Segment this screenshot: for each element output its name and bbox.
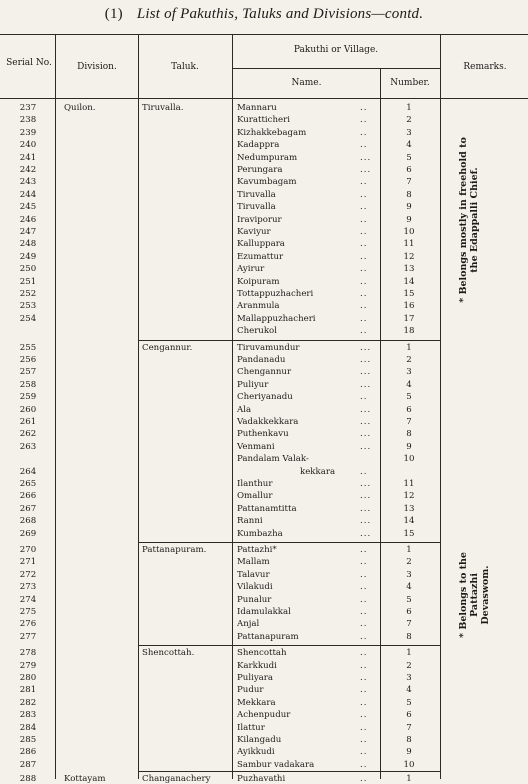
pakuthi-number: 6: [406, 710, 412, 721]
pakuthi-name: Vilakudi: [237, 582, 273, 593]
serial-number: 281: [19, 685, 37, 696]
header-bottom-rule: [0, 98, 528, 99]
pakuthi-name: Idamulakkal: [237, 607, 291, 617]
pakuthi-number: 5: [406, 594, 412, 605]
pakuthi-number: 8: [406, 429, 412, 440]
pakuthi-number: 9: [406, 202, 412, 213]
divider-name-number: [380, 68, 381, 779]
taluk-group-rule: [138, 771, 440, 772]
serial-number: 258: [19, 379, 37, 390]
leader-dots: ..: [360, 140, 368, 151]
leader-dots: ...: [360, 441, 372, 452]
leader-dots: ..: [360, 276, 368, 287]
leader-dots: ..: [360, 747, 368, 758]
serial-number: 267: [19, 503, 37, 514]
pakuthi-number: 7: [406, 619, 412, 630]
serial-number: 252: [19, 289, 37, 299]
serial-number: 285: [19, 735, 37, 745]
divider-serial-division: [55, 34, 56, 779]
pakuthi-name: Tiruvalla: [237, 189, 276, 200]
serial-number: 270: [19, 545, 37, 555]
pakuthi-name: Omallur: [237, 491, 273, 502]
serial-number: 272: [19, 569, 37, 580]
pakuthi-name: Kuratticheri: [237, 115, 290, 126]
serial-number: 273: [19, 582, 37, 593]
pakuthi-number: 3: [406, 367, 412, 378]
title-text: List of Pakuthis, Taluks and Divisions—contd.: [136, 6, 424, 22]
pakuthi-name: Tiruvamundur: [237, 342, 300, 353]
header-number: Number.: [390, 78, 430, 88]
serial-number: 269: [19, 528, 37, 539]
pakuthi-number: 5: [406, 392, 412, 403]
pakuthi-name: Kizhakkebagam: [237, 127, 307, 138]
serial-number: 255: [19, 342, 37, 353]
serial-number: 242: [19, 165, 37, 175]
header-division: Division.: [77, 62, 117, 72]
leader-dots: ...: [360, 479, 372, 489]
serial-number: 259: [19, 392, 37, 403]
leader-dots: ...: [360, 417, 372, 427]
leader-dots: ..: [360, 557, 368, 568]
serial-number: 268: [19, 516, 37, 527]
serial-number: 249: [19, 251, 37, 262]
leader-dots: ..: [360, 313, 368, 324]
leader-dots: ..: [360, 392, 368, 403]
pakuthi-name: Tottappuzhacheri: [237, 289, 314, 299]
leader-dots: ..: [360, 619, 368, 630]
serial-number: 287: [19, 759, 37, 770]
pakuthi-name: Puliyara: [237, 673, 274, 683]
serial-number: 250: [19, 264, 37, 275]
pakuthi-number: 4: [406, 685, 412, 696]
serial-number: 248: [19, 239, 37, 250]
leader-dots: ..: [360, 594, 368, 605]
pakuthi-name: Cheriyanadu: [237, 392, 293, 403]
pakuthi-number: 14: [403, 276, 415, 287]
serial-number: 263: [19, 441, 37, 452]
serial-number: 237: [19, 103, 37, 113]
pakuthi-number: 1: [406, 342, 412, 353]
pakuthi-number: 2: [406, 557, 412, 568]
serial-number: 246: [19, 214, 37, 225]
serial-number: 243: [19, 177, 37, 188]
serial-number: 247: [19, 227, 37, 237]
header-name: Name.: [291, 78, 322, 88]
leader-dots: ..: [360, 239, 368, 250]
leader-dots: ..: [360, 660, 368, 671]
leader-dots: ..: [360, 115, 368, 126]
taluk-group-rule: [138, 340, 440, 341]
divider-number-remarks: [440, 34, 441, 779]
pakuthi-name: Iraviporur: [237, 214, 282, 225]
leader-dots: ..: [360, 631, 368, 642]
divider-division-taluk: [138, 34, 139, 779]
serial-number: 280: [19, 673, 37, 683]
serial-number: 253: [19, 301, 37, 312]
pakuthi-number: 13: [403, 503, 415, 514]
pakuthi-name: Sambur vadakara: [237, 759, 315, 770]
pakuthi-number: 1: [406, 648, 412, 659]
pakuthi-name: Vadakkekkara: [237, 417, 299, 427]
leader-dots: ..: [360, 569, 368, 580]
pakuthi-number: 10: [403, 227, 415, 237]
serial-number: 245: [19, 202, 37, 213]
pakuthi-name: Kumbazha: [237, 528, 283, 539]
taluk-label: Pattanapuram.: [142, 545, 207, 555]
pakuthi-number: 12: [403, 491, 415, 502]
serial-number: 240: [19, 140, 37, 151]
taluk-group-rule: [138, 542, 440, 543]
pakuthi-name: Mannaru: [237, 103, 277, 113]
pakuthi-number: 11: [403, 479, 415, 489]
leader-dots: ..: [360, 202, 368, 213]
pakuthi-number: 6: [406, 607, 412, 617]
leader-dots: ..: [360, 648, 368, 659]
pakuthi-name: Mallam: [237, 557, 270, 568]
pakuthi-name: Pattanapuram: [237, 631, 299, 642]
remark-note: * Belongs to the Pattazhi Devaswom.: [458, 552, 491, 638]
pakuthi-number: 16: [403, 301, 415, 312]
serial-number: 271: [19, 557, 37, 568]
pakuthi-number: 7: [406, 177, 412, 188]
pakuthi-name: Pattazhi*: [237, 545, 277, 555]
pakuthi-number: 4: [406, 140, 412, 151]
serial-number: 265: [19, 479, 37, 489]
serial-number: 275: [19, 607, 37, 617]
leader-dots: ...: [360, 367, 372, 378]
leader-dots: ...: [360, 404, 372, 415]
pakuthi-number: 9: [406, 214, 412, 225]
pakuthi-number: 8: [406, 631, 412, 642]
pakuthi-number: 1: [406, 545, 412, 555]
pakuthi-number: 10: [403, 759, 415, 770]
pakuthi-name: Ayirur: [237, 264, 265, 275]
leader-dots: ..: [360, 264, 368, 275]
pakuthi-number: 3: [406, 673, 412, 683]
pakuthi-number: 6: [406, 165, 412, 175]
pakuthi-number: 1: [406, 103, 412, 113]
pakuthi-number: 7: [406, 417, 412, 427]
leader-dots: ..: [360, 127, 368, 138]
serial-number: 251: [19, 276, 37, 287]
pakuthi-number: 1: [406, 774, 412, 784]
pakuthi-name: Puzhavathi: [237, 774, 286, 784]
leader-dots: ...: [360, 503, 372, 514]
pakuthi-name: Kalluppara: [237, 239, 285, 250]
pakuthi-number: 6: [406, 404, 412, 415]
pakuthi-name: Pudur: [237, 685, 264, 696]
leader-dots: ...: [360, 528, 372, 539]
pakuthi-name: Tiruvalla: [237, 202, 276, 213]
pakuthi-name: kekkara: [300, 466, 336, 477]
serial-number: 244: [19, 189, 37, 200]
leader-dots: ..: [360, 326, 368, 337]
pakuthi-number: 3: [406, 569, 412, 580]
serial-number: 278: [19, 648, 37, 659]
header-taluk: Taluk.: [171, 62, 199, 72]
pakuthi-number: 5: [406, 152, 412, 163]
pakuthi-name: Pandalam Valak-: [237, 454, 309, 465]
pakuthi-number: 8: [406, 735, 412, 745]
pakuthi-number: 11: [403, 239, 415, 250]
pakuthi-name: Ranni: [237, 516, 263, 527]
leader-dots: ..: [360, 301, 368, 312]
header-serial: Serial No.: [6, 58, 52, 68]
leader-dots: ..: [360, 774, 368, 784]
pakuthi-number: 4: [406, 379, 412, 390]
serial-number: 257: [19, 367, 37, 378]
leader-dots: ..: [360, 582, 368, 593]
pakuthi-name: Chengannur: [237, 367, 292, 378]
division-label: Kottayam: [64, 774, 106, 784]
serial-number: 241: [19, 152, 37, 163]
pakuthi-name: Pattanamtitta: [237, 503, 297, 514]
pakuthi-name: Ilattur: [237, 722, 265, 733]
pakuthi-name: Ezumattur: [237, 251, 284, 262]
serial-number: 279: [19, 660, 37, 671]
taluk-label: Tiruvalla.: [142, 103, 184, 113]
leader-dots: ..: [360, 289, 368, 299]
serial-number: 282: [19, 697, 37, 708]
pakuthi-name: Kavumbagam: [237, 177, 297, 188]
serial-number: 286: [19, 747, 37, 758]
leader-dots: ...: [360, 355, 372, 365]
serial-number: 260: [19, 404, 37, 415]
leader-dots: ...: [360, 165, 372, 175]
pakuthi-name: Kadappra: [237, 140, 280, 151]
pakuthi-name: Venmani: [237, 441, 275, 452]
pakuthi-name: Aranmula: [237, 301, 280, 312]
pakuthi-number: 14: [403, 516, 415, 527]
page-title: [0, 6, 528, 23]
pakuthi-number: 2: [406, 660, 412, 671]
header-pakuthi: Pakuthi or Village.: [293, 45, 379, 55]
serial-number: 284: [19, 722, 37, 733]
pakuthi-name: Ayikkudi: [237, 747, 275, 758]
pakuthi-number: 10: [403, 454, 415, 465]
title-number: (1): [104, 6, 123, 22]
serial-number: 266: [19, 491, 37, 502]
leader-dots: ..: [360, 214, 368, 225]
serial-number: 264: [19, 466, 37, 477]
taluk-label: Changanachery: [142, 774, 211, 784]
pakuthi-number: 3: [406, 127, 412, 138]
pakuthi-name: Puthenkavu: [237, 429, 289, 440]
pakuthi-number: 4: [406, 582, 412, 593]
serial-number: 239: [19, 127, 37, 138]
pakuthi-number: 8: [406, 189, 412, 200]
pakuthi-name: Ala: [237, 404, 252, 415]
pakuthi-number: 9: [406, 747, 412, 758]
division-label: Quilon.: [64, 103, 96, 113]
leader-dots: ..: [360, 735, 368, 745]
leader-dots: ..: [360, 710, 368, 721]
divider-taluk-pakuthi: [232, 34, 233, 779]
leader-dots: ...: [360, 429, 372, 440]
pakuthi-number: 5: [406, 697, 412, 708]
serial-number: 261: [19, 417, 37, 427]
pakuthi-number: 2: [406, 355, 412, 365]
pakuthi-name: Kilangadu: [237, 735, 282, 745]
taluk-group-rule: [138, 645, 440, 646]
leader-dots: ...: [360, 342, 372, 353]
pakuthi-name: Koipuram: [237, 276, 280, 287]
leader-dots: ..: [360, 759, 368, 770]
pakuthi-number: 2: [406, 115, 412, 126]
pakuthi-name: Nedumpuram: [237, 152, 298, 163]
leader-dots: ...: [360, 516, 372, 527]
leader-dots: ...: [360, 152, 372, 163]
pakuthi-number: 9: [406, 441, 412, 452]
pakuthi-name: Anjal: [237, 619, 260, 630]
leader-dots: ..: [360, 685, 368, 696]
pakuthi-name: Mekkara: [237, 697, 276, 708]
pakuthi-name: Kaviyur: [237, 227, 271, 237]
serial-number: 276: [19, 619, 37, 630]
remark-note: * Belongs mostly in freehold to the Edappalli Chief.: [458, 137, 480, 303]
taluk-label: Cengannur.: [142, 342, 193, 353]
table-top-rule: [0, 34, 528, 35]
taluk-label: Shencottah.: [142, 648, 195, 659]
header-remarks: Remarks.: [463, 62, 507, 72]
pakuthi-number: 15: [403, 289, 415, 299]
serial-number: 288: [19, 774, 37, 784]
serial-number: 283: [19, 710, 37, 721]
pakuthi-name: Achenpudur: [237, 710, 291, 721]
leader-dots: ..: [360, 177, 368, 188]
leader-dots: ..: [360, 722, 368, 733]
pakuthi-number: 12: [403, 251, 415, 262]
leader-dots: ..: [360, 227, 368, 237]
serial-number: 274: [19, 594, 37, 605]
leader-dots: ..: [360, 697, 368, 708]
pakuthi-name: Perungara: [237, 165, 283, 175]
pakuthi-name: Pandanadu: [237, 355, 286, 365]
pakuthi-name: Cherukol: [237, 326, 277, 337]
leader-dots: ..: [360, 673, 368, 683]
leader-dots: ..: [360, 189, 368, 200]
pakuthi-name: Punalur: [237, 594, 272, 605]
pakuthi-subheader-rule: [232, 68, 440, 69]
serial-number: 254: [19, 313, 37, 324]
leader-dots: ..: [360, 545, 368, 555]
pakuthi-name: Karkkudi: [237, 660, 277, 671]
pakuthi-name: Mallappuzhacheri: [237, 313, 316, 324]
pakuthi-number: 18: [403, 326, 415, 337]
leader-dots: ..: [360, 466, 368, 477]
pakuthi-number: 7: [406, 722, 412, 733]
pakuthi-number: 15: [403, 528, 415, 539]
leader-dots: ..: [360, 607, 368, 617]
serial-number: 238: [19, 115, 37, 126]
pakuthi-name: Puliyur: [237, 379, 269, 390]
serial-number: 256: [19, 355, 37, 365]
serial-number: 277: [19, 631, 37, 642]
leader-dots: ...: [360, 491, 372, 502]
leader-dots: ...: [360, 379, 372, 390]
serial-number: 262: [19, 429, 37, 440]
pakuthi-name: Shencottah: [237, 648, 287, 659]
leader-dots: ..: [360, 103, 368, 113]
pakuthi-name: Ilanthur: [237, 479, 273, 489]
leader-dots: ..: [360, 251, 368, 262]
pakuthi-number: 13: [403, 264, 415, 275]
pakuthi-name: Talavur: [237, 569, 270, 580]
pakuthi-number: 17: [403, 313, 415, 324]
